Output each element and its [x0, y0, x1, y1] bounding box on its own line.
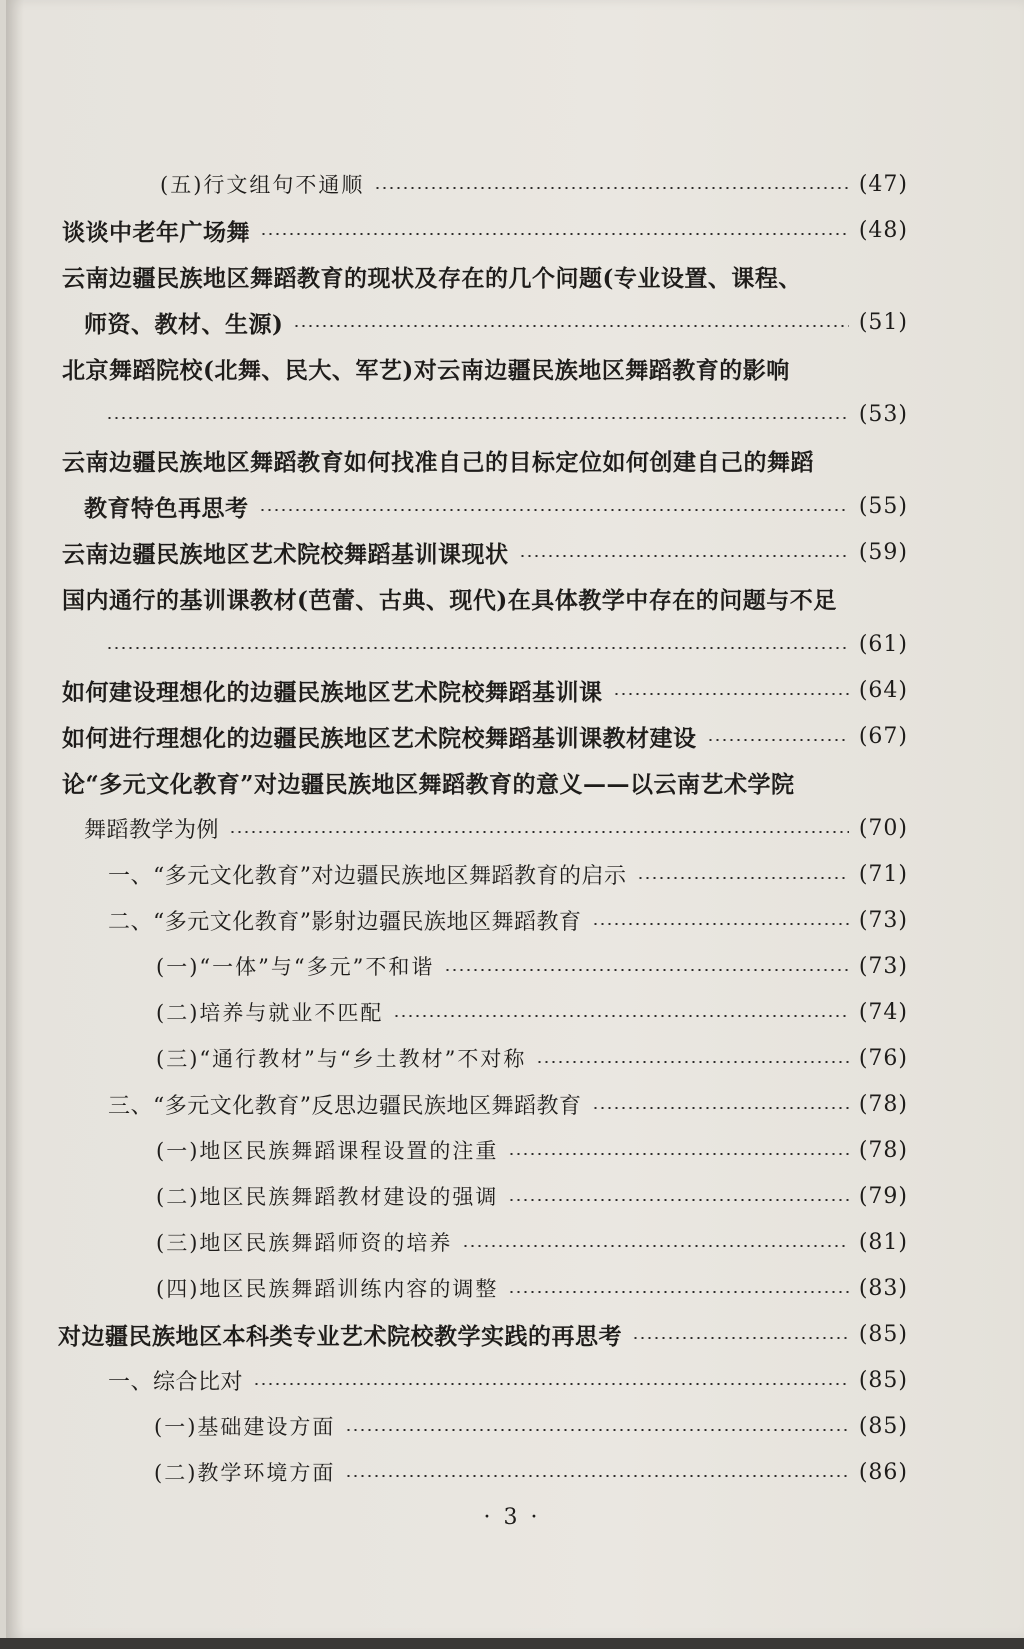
toc-entry	[156, 1178, 908, 1214]
toc-entry	[62, 396, 908, 432]
dot-leader	[293, 325, 848, 327]
toc-entry	[62, 534, 908, 570]
dot-leader	[253, 1383, 849, 1385]
toc-entry-title: 云南边疆民族地区舞蹈教育如何找准自己的目标定位如何创建自己的舞蹈	[62, 448, 814, 476]
toc-entry-page: (48)	[858, 217, 908, 243]
toc-entry-page: (67)	[858, 723, 908, 749]
toc-entry	[156, 1224, 908, 1260]
dot-leader	[508, 1291, 848, 1293]
toc-entry	[156, 1270, 908, 1306]
toc-entry	[62, 350, 980, 386]
toc-entry	[58, 1316, 908, 1352]
toc-entry-page: (78)	[858, 1137, 908, 1163]
toc-entry-title: 师资、教材、生源)	[84, 310, 284, 338]
toc-entry-page: (51)	[858, 309, 908, 335]
dot-leader	[637, 877, 849, 879]
dot-leader	[259, 509, 849, 511]
toc-entry-page: (85)	[858, 1321, 908, 1347]
page-number: · 3 ·	[483, 1505, 541, 1530]
dot-leader	[393, 1015, 848, 1017]
toc-entry	[62, 580, 980, 616]
toc-entry	[108, 856, 908, 892]
dot-leader	[106, 647, 849, 649]
toc-entry-page: (76)	[858, 1045, 908, 1071]
toc-entry	[84, 488, 908, 524]
dot-leader	[613, 693, 849, 695]
toc-entry-title: 一、综合比对	[108, 1369, 244, 1395]
toc-entry-title: (四)地区民族舞蹈训练内容的调整	[156, 1277, 499, 1301]
toc-entry-title: (二)教学环境方面	[154, 1461, 336, 1485]
dot-leader	[229, 831, 849, 833]
dot-leader	[106, 417, 849, 419]
toc-entry-title: (三)“通行教材”与“乡土教材”不对称	[156, 1047, 527, 1071]
toc-entry-title: 云南边疆民族地区艺术院校舞蹈基训课现状	[62, 540, 509, 568]
toc-entry-title: (二)培养与就业不匹配	[156, 1001, 384, 1025]
toc-entry-title: 教育特色再思考	[84, 494, 249, 522]
toc-entry-page: (81)	[858, 1229, 908, 1255]
toc-entry	[156, 948, 908, 984]
toc-entry	[84, 304, 908, 340]
toc-entry-page: (70)	[858, 815, 908, 841]
toc-entry-title: (一)地区民族舞蹈课程设置的注重	[156, 1139, 499, 1163]
toc-entry-page: (47)	[858, 171, 908, 197]
page-bottom-edge	[0, 1638, 1024, 1649]
toc-entry-title: 北京舞蹈院校(北舞、民大、军艺)对云南边疆民族地区舞蹈教育的影响	[62, 356, 790, 384]
toc-entry	[62, 212, 908, 248]
toc-entry-page: (59)	[858, 539, 908, 565]
toc-entry-title: 论“多元文化教育”对边疆民族地区舞蹈教育的意义——以云南艺术学院	[62, 770, 795, 798]
toc-entry-page: (86)	[858, 1459, 908, 1485]
toc-entry-page: (64)	[858, 677, 908, 703]
toc-entry	[62, 764, 980, 800]
dot-leader	[462, 1245, 848, 1247]
toc-entry	[108, 902, 908, 938]
toc-entry	[84, 810, 908, 846]
toc-entry-title: 二、“多元文化教育”影射边疆民族地区舞蹈教育	[108, 909, 582, 935]
dot-leader	[592, 923, 849, 925]
dot-leader	[345, 1429, 848, 1431]
toc-entry-page: (73)	[858, 907, 908, 933]
toc-entry	[108, 1362, 908, 1398]
toc-entry-title: 云南边疆民族地区舞蹈教育的现状及存在的几个问题(专业设置、课程、	[62, 264, 802, 292]
toc-entry	[156, 1040, 908, 1076]
toc-entry-title: (二)地区民族舞蹈教材建设的强调	[156, 1185, 499, 1209]
toc-entry-page: (83)	[858, 1275, 908, 1301]
dot-leader	[444, 969, 848, 971]
toc-entry	[62, 442, 980, 478]
toc-entry-title: 三、“多元文化教育”反思边疆民族地区舞蹈教育	[108, 1093, 582, 1119]
dot-leader	[508, 1199, 848, 1201]
toc-entry	[62, 672, 908, 708]
toc-entry-title: 舞蹈教学为例	[84, 817, 220, 843]
toc-entry	[156, 994, 908, 1030]
toc-entry-page: (85)	[858, 1413, 908, 1439]
toc-entry-title: (一)基础建设方面	[154, 1415, 336, 1439]
dot-leader	[632, 1337, 849, 1339]
toc-entry-title: (五)行文组句不通顺	[160, 173, 365, 197]
toc-entry	[160, 166, 908, 202]
toc-entry-title: (一)“一体”与“多元”不和谐	[156, 955, 435, 979]
toc-entry-page: (79)	[858, 1183, 908, 1209]
toc-entry-title: (三)地区民族舞蹈师资的培养	[156, 1231, 453, 1255]
toc-entry	[154, 1454, 908, 1490]
toc-entry-page: (74)	[858, 999, 908, 1025]
toc-entry-page: (78)	[858, 1091, 908, 1117]
dot-leader	[536, 1061, 849, 1063]
toc-entry	[62, 258, 980, 294]
toc-entry-title: 一、“多元文化教育”对边疆民族地区舞蹈教育的启示	[108, 863, 627, 889]
toc-entry-page: (55)	[858, 493, 908, 519]
dot-leader	[374, 187, 848, 189]
toc-entry-title: 对边疆民族地区本科类专业艺术院校教学实践的再思考	[58, 1322, 622, 1350]
dot-leader	[519, 555, 849, 557]
toc-entry-page: (61)	[858, 631, 908, 657]
toc-entry	[62, 718, 908, 754]
toc-entry-title: 如何建设理想化的边疆民族地区艺术院校舞蹈基训课	[62, 678, 603, 706]
toc-entry-page: (73)	[858, 953, 908, 979]
dot-leader	[345, 1475, 848, 1477]
toc-entry	[108, 1086, 908, 1122]
dot-leader	[707, 739, 849, 741]
toc-entry-title: 国内通行的基训课教材(芭蕾、古典、现代)在具体教学中存在的问题与不足	[62, 586, 837, 614]
dot-leader	[260, 233, 849, 235]
toc-entry-title: 如何进行理想化的边疆民族地区艺术院校舞蹈基训课教材建设	[62, 724, 697, 752]
toc-entry-title: 谈谈中老年广场舞	[62, 218, 250, 246]
toc-entry	[154, 1408, 908, 1444]
toc-entry-page: (53)	[858, 401, 908, 427]
toc-entry-page: (85)	[858, 1367, 908, 1393]
toc-entry	[156, 1132, 908, 1168]
dot-leader	[508, 1153, 848, 1155]
toc-entry-page: (71)	[858, 861, 908, 887]
toc-entry	[62, 626, 908, 662]
dot-leader	[592, 1107, 849, 1109]
